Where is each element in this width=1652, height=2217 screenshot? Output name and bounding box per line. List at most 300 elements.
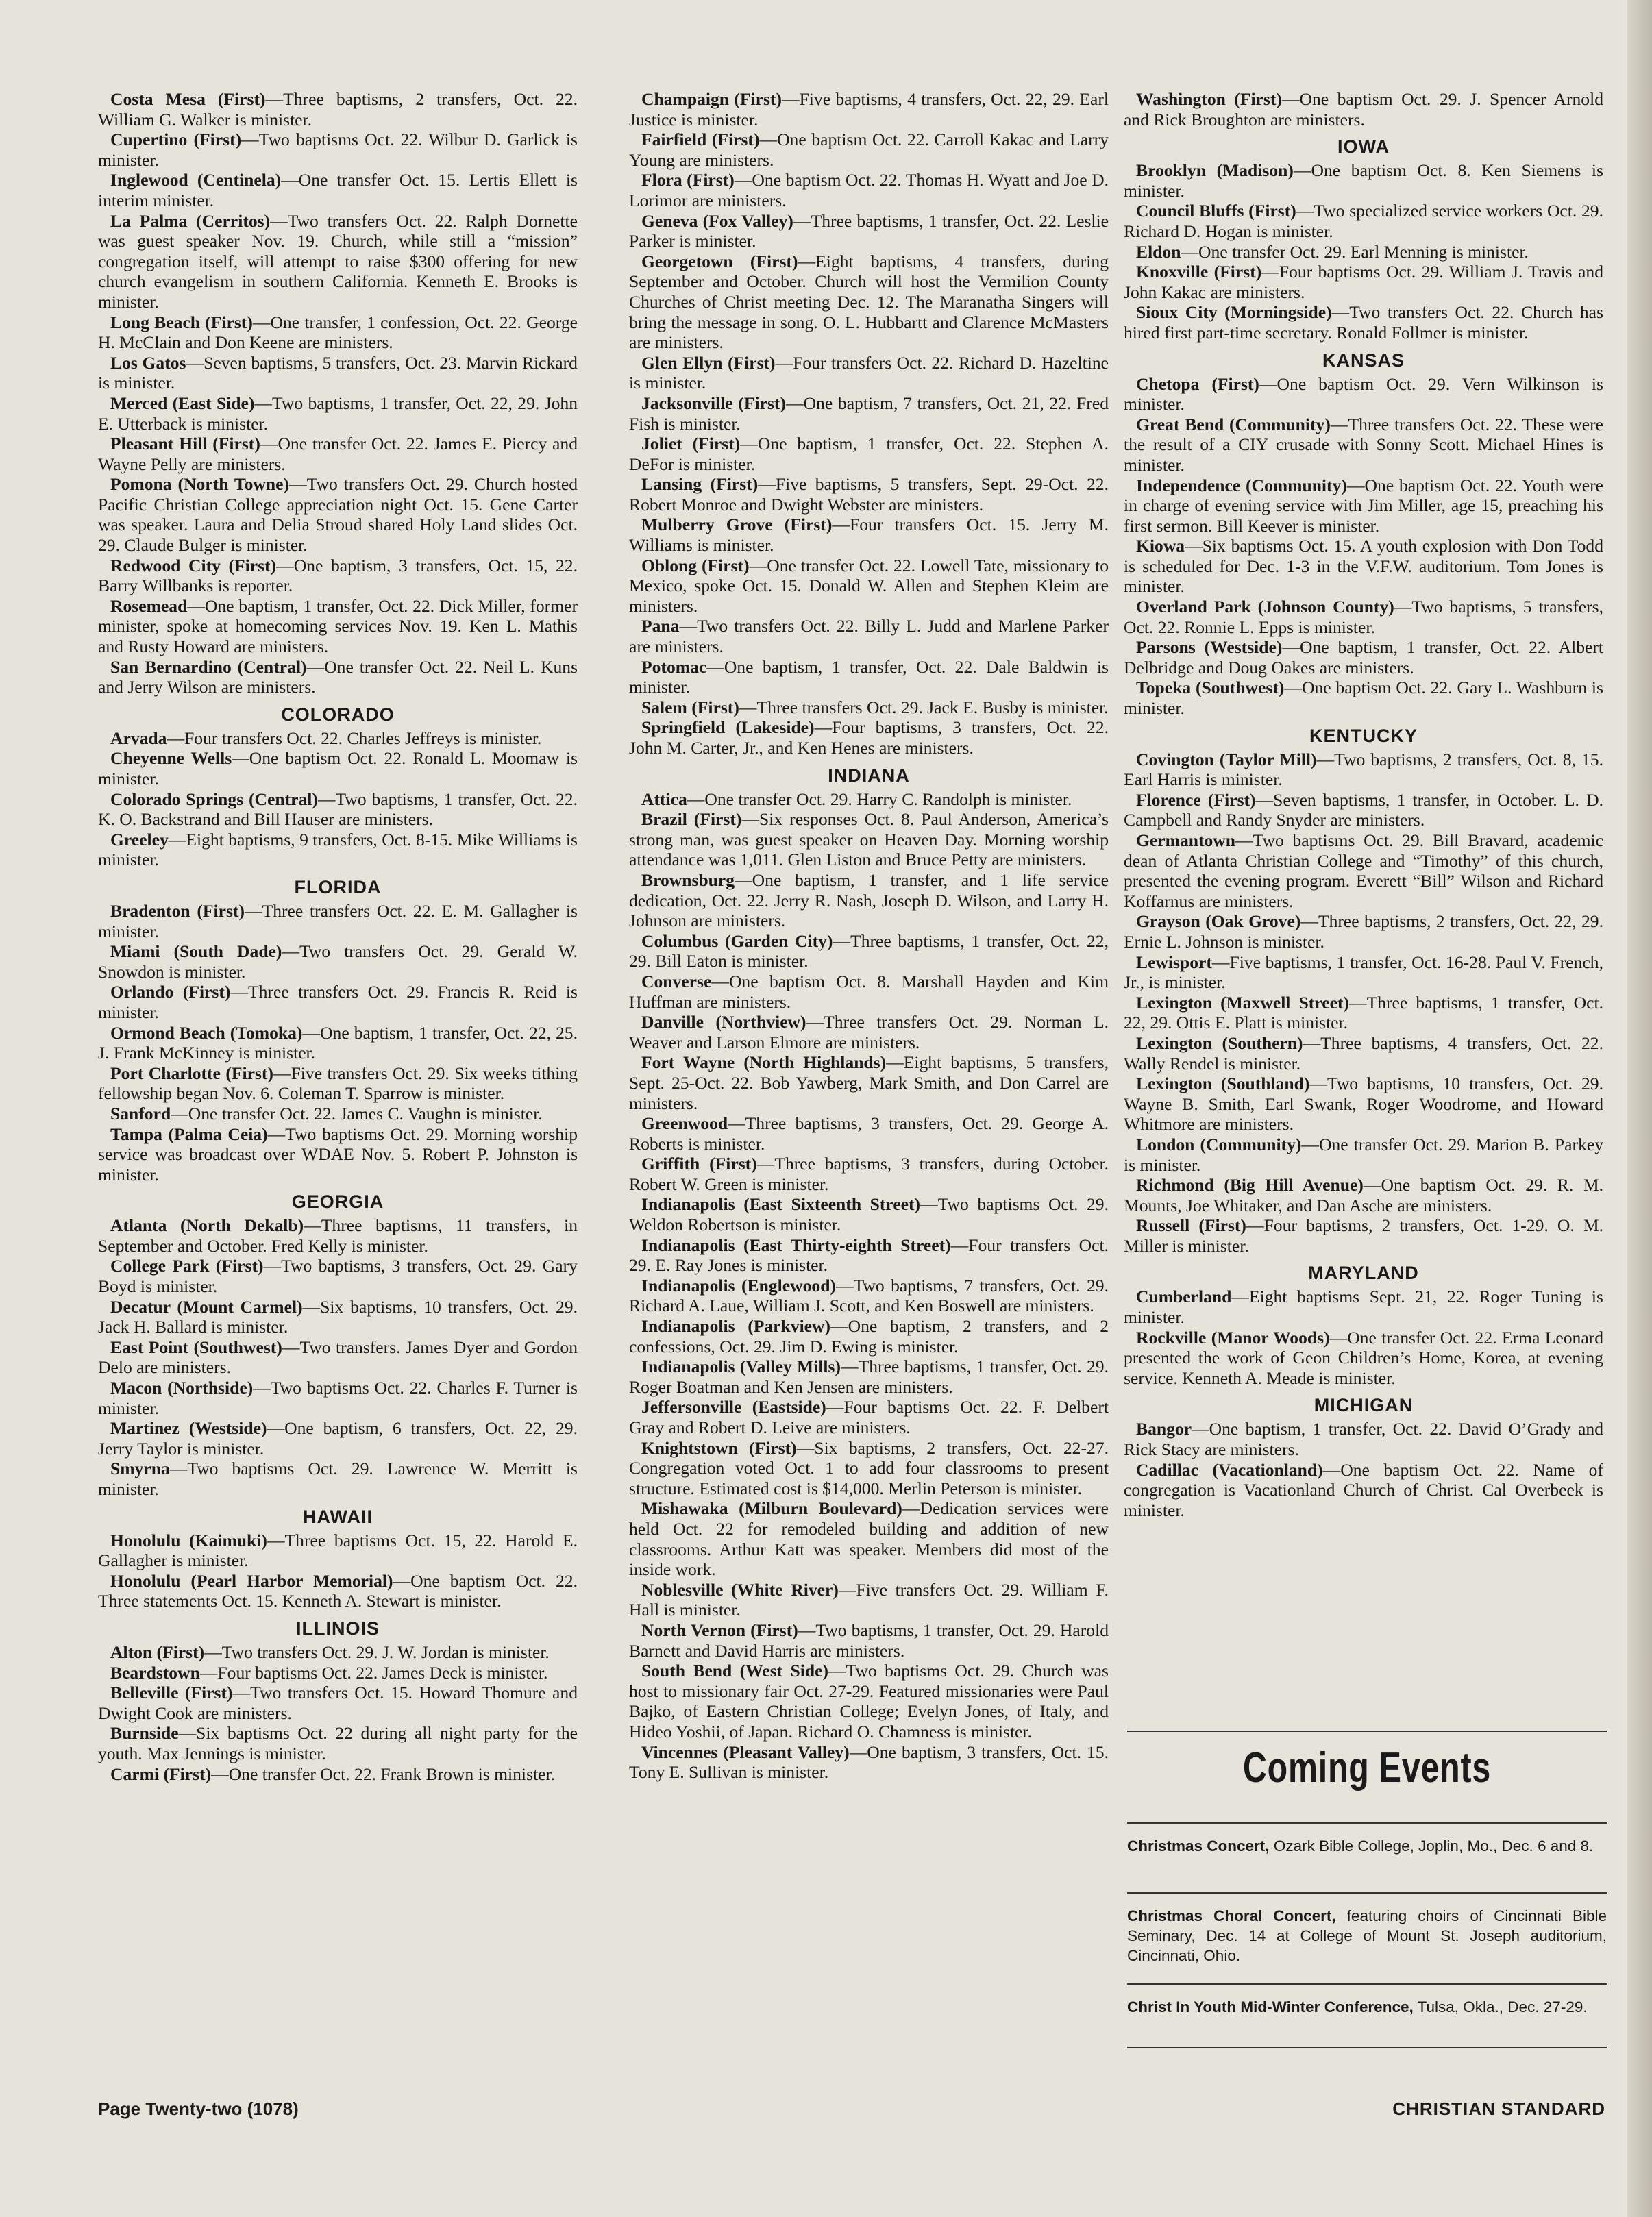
report-text: —Two baptisms Oct. 29. Bill Bravard, academic dean of Atlanta Christian College and “Timothy” of this church, presented the evening program. Everett “Bill” Wilson and Richard Koffarnus are ministers. <box>1124 830 1603 911</box>
church-report <box>98 1378 578 1418</box>
church-report <box>98 657 578 697</box>
report-text: —Five transfers Oct. 29. Six weeks tithing fellowship began Nov. 6. Coleman T. Sparrow is minister. <box>98 1063 578 1104</box>
report-text: —Four baptisms, 2 transfers, Oct. 1-29. O. M. Miller is minister. <box>1124 1215 1603 1256</box>
church-name: Rosemead <box>110 595 188 616</box>
divider-rule <box>1127 1892 1607 1894</box>
church-name: San Bernardino (Central) <box>110 656 307 677</box>
church-name: Overland Park (Johnson County) <box>1136 597 1394 617</box>
report-text: —Six baptisms Oct. 22 during all night party for the youth. Max Jennings is minister. <box>98 1723 578 1763</box>
church-report <box>1124 637 1603 678</box>
church-name: Champaign (First) <box>641 89 782 109</box>
church-report <box>1124 1328 1603 1389</box>
church-report <box>629 515 1109 555</box>
report-text: —One baptism, 1 transfer, Oct. 22. Albert Delbridge and Doug Oakes are ministers. <box>1124 637 1604 678</box>
report-text: —Two baptisms, 1 transfer, Oct. 22. K. O. Backstrand and Bill Hauser are ministers. <box>98 789 578 830</box>
church-name: Georgetown (First) <box>641 251 798 271</box>
report-text: —One transfer Oct. 22. Frank Brown is minister. <box>211 1763 555 1784</box>
report-text: —Four transfers Oct. 22. Richard D. Hazeltine is minister. <box>629 352 1109 393</box>
church-name: Merced (East Side) <box>110 393 255 413</box>
church-name: Brownsburg <box>641 869 735 890</box>
church-name: Grayson (Oak Grove) <box>1136 911 1301 932</box>
church-report <box>1124 302 1603 343</box>
church-name: Long Beach (First) <box>110 312 253 332</box>
report-text: —Two transfers Oct. 22. Ralph Dornette was guest speaker Nov. 19. Church, while still a “mission” congregation itself, will attempt to raise $300 offering for new church evangelism in southern California. Kenneth E. Brooks is minister. <box>98 210 578 312</box>
church-name: Lexington (Southland) <box>1136 1074 1310 1094</box>
church-name: Knightstown (First) <box>641 1437 797 1458</box>
church-name: Eldon <box>1136 241 1181 262</box>
church-report <box>1124 911 1603 952</box>
church-report <box>629 1661 1109 1742</box>
church-report <box>98 748 578 789</box>
page-number: Page Twenty-two (1078) <box>98 2098 299 2119</box>
church-name: Germantown <box>1136 830 1236 850</box>
report-text: —Three transfers Oct. 22. These were the result of a CIY crusade with Sonny Scott. Michael Hines is minister. <box>1124 414 1604 475</box>
state-heading: FLORIDA <box>294 876 382 897</box>
church-report <box>629 1397 1109 1437</box>
report-text: —Four baptisms, 3 transfers, Oct. 22. John M. Carter, Jr., and Ken Henes are ministers. <box>629 717 1109 758</box>
church-report <box>629 931 1109 971</box>
report-text: —One baptism, 1 transfer, Oct. 22. Dick Miller, former minister, spoke at homecoming services Nov. 19. Ken L. Mathis and Rusty Howard are ministers. <box>98 595 578 657</box>
church-name: London (Community) <box>1136 1134 1302 1154</box>
report-text: —One transfer Oct. 22. Lowell Tate, missionary to Mexico, spoke Oct. 15. Donald W. Allen and Stephen Kleim are ministers. <box>629 555 1109 616</box>
church-report <box>98 982 578 1022</box>
report-text: —Four transfers Oct. 29. E. Ray Jones is minister. <box>629 1235 1109 1276</box>
church-name: Alton (First) <box>110 1642 205 1662</box>
report-text: —Two baptisms, 1 transfer, Oct. 29. Harold Barnett and David Harris are ministers. <box>629 1620 1109 1661</box>
column-2 <box>629 89 1109 1783</box>
church-report <box>1124 262 1603 302</box>
church-name: College Park (First) <box>110 1256 264 1276</box>
church-report <box>629 1052 1109 1113</box>
church-report <box>98 1215 578 1256</box>
church-report <box>98 1297 578 1337</box>
church-report <box>629 1498 1109 1579</box>
report-text: —One transfer Oct. 29. Marion B. Parkey is minister. <box>1124 1134 1603 1175</box>
church-report <box>98 1104 578 1124</box>
church-name: Atlanta (North Dekalb) <box>110 1215 304 1236</box>
church-report <box>629 89 1109 129</box>
church-name: Flora (First) <box>641 170 735 190</box>
church-name: Macon (Northside) <box>110 1378 254 1398</box>
event-text: Ozark Bible College, Joplin, Mo., Dec. 6 and 8. <box>1269 1837 1594 1855</box>
church-report <box>1124 1419 1603 1459</box>
church-report <box>629 1357 1109 1397</box>
church-report <box>1124 160 1603 201</box>
report-text: —One baptism, 3 transfers, Oct. 15. Tony E. Sullivan is minister. <box>629 1742 1109 1783</box>
church-name: Lexington (Southern) <box>1136 1032 1303 1053</box>
church-report <box>98 353 578 393</box>
divider-rule <box>1127 2047 1607 2048</box>
report-text: —Seven baptisms, 1 transfer, in October. L. D. Campbell and Randy Snyder are ministers. <box>1124 789 1603 830</box>
report-text: —Two baptisms Oct. 29. Church was host to missionary fair Oct. 27-29. Featured missionaries were Paul Bajko, of Eastern Christian College; Evelyn Jones, of Italy, and Hideo Yoshii, of Japan. Richard O. Chamness is minister. <box>629 1661 1109 1742</box>
church-name: Cadillac (Vacationland) <box>1136 1459 1323 1480</box>
report-text: —Three baptisms, 3 transfers, during October. Robert W. Green is minister. <box>629 1154 1109 1194</box>
report-text: —Two baptisms, 5 transfers, Oct. 22. Ronnie L. Epps is minister. <box>1124 597 1603 637</box>
church-name: Vincennes (Pleasant Valley) <box>641 1742 850 1762</box>
church-report <box>98 830 578 870</box>
church-name: Colorado Springs (Central) <box>110 789 318 809</box>
church-report <box>98 1418 578 1459</box>
report-text: —Two baptisms Oct. 29. Morning worship service was broadcast over WDAE Nov. 5. Robert P. Johnston is minister. <box>98 1124 578 1185</box>
church-name: Cumberland <box>1136 1287 1232 1307</box>
publication-name: CHRISTIAN STANDARD <box>1392 2098 1605 2119</box>
report-text: —Two transfers Oct. 29. J. W. Jordan is minister. <box>204 1642 550 1662</box>
report-text: —One baptism Oct. 29. Vern Wilkinson is minister. <box>1124 373 1603 414</box>
report-text: —One baptism Oct. 22. Three statements Oct. 15. Kenneth A. Stewart is minister. <box>98 1570 578 1611</box>
church-report <box>98 596 578 657</box>
report-text: —Four transfers Oct. 22. Charles Jeffreys is minister. <box>167 728 542 748</box>
church-name: Honolulu (Pearl Harbor Memorial) <box>110 1570 393 1591</box>
church-name: Orlando (First) <box>110 982 231 1002</box>
divider-rule <box>1127 1983 1607 1985</box>
report-text: —One baptism, 1 transfer, Oct. 22. David O’Grady and Rick Stacy are ministers. <box>1124 1419 1603 1460</box>
church-report <box>98 941 578 982</box>
church-report <box>98 1642 578 1663</box>
report-text: —Six baptisms Oct. 15. A youth explosion with Don Todd is scheduled for Dec. 1-3 in the V.F.W. auditorium. Tom Jones is minister. <box>1124 536 1603 597</box>
report-text: —Three baptisms, 4 transfers, Oct. 22. Wally Rendel is minister. <box>1124 1032 1604 1074</box>
church-name: Council Bluffs (First) <box>1136 201 1296 221</box>
church-report <box>98 1571 578 1611</box>
church-report <box>1124 1074 1603 1135</box>
report-text: —Three baptisms, 1 transfer, Oct. 29. Roger Boatman and Ken Jensen are ministers. <box>629 1357 1109 1397</box>
church-name: Richmond (Big Hill Avenue) <box>1136 1175 1364 1196</box>
event-item <box>1127 1906 1607 1966</box>
church-name: Topeka (Southwest) <box>1136 678 1285 698</box>
state-heading: MARYLAND <box>1308 1263 1419 1284</box>
event-item <box>1127 1836 1607 1856</box>
church-report <box>98 1683 578 1723</box>
state-heading: KENTUCKY <box>1309 725 1418 746</box>
state-heading: COLORADO <box>281 704 395 725</box>
report-text: —One transfer, 1 confession, Oct. 22. George H. McClain and Don Keene are ministers. <box>98 312 578 353</box>
event-text: Tulsa, Okla., Dec. 27-29. <box>1413 1998 1588 2016</box>
church-report <box>1124 1135 1603 1175</box>
report-text: —Four baptisms Oct. 22. F. Delbert Gray and Robert D. Leive are ministers. <box>629 1397 1109 1437</box>
report-text: —Two transfers Oct. 15. Howard Thomure and Dwight Cook are ministers. <box>98 1683 578 1723</box>
report-text: —Five baptisms, 5 transfers, Sept. 29-Oct. 22. Robert Monroe and Dwight Webster are ministers. <box>629 474 1109 515</box>
report-text: —Eight baptisms, 5 transfers, Sept. 25-Oct. 22. Bob Yawberg, Mark Smith, and Don Carrel are ministers. <box>629 1052 1109 1113</box>
event-name: Christmas Concert, <box>1127 1837 1270 1855</box>
report-text: —Three baptisms, 3 transfers, Oct. 29. George A. Roberts is minister. <box>629 1113 1109 1154</box>
church-name: Brooklyn (Madison) <box>1136 160 1294 181</box>
report-text: —Three baptisms Oct. 15, 22. Harold E. Gallagher is minister. <box>98 1530 578 1571</box>
church-name: East Point (Southwest) <box>110 1337 282 1357</box>
report-text: —Two transfers Oct. 22. Billy L. Judd and Marlene Parker are ministers. <box>629 616 1109 657</box>
report-text: —One baptism, 7 transfers, Oct. 21, 22. Fred Fish is minister. <box>629 393 1109 434</box>
church-report <box>1124 678 1603 718</box>
church-report <box>98 1124 578 1185</box>
church-report <box>629 657 1109 697</box>
church-name: Knoxville (First) <box>1136 262 1262 282</box>
church-report <box>629 1235 1109 1276</box>
church-name: Parsons (Westside) <box>1136 637 1283 658</box>
church-report <box>98 1337 578 1378</box>
church-report <box>1124 993 1603 1033</box>
church-report <box>98 1256 578 1296</box>
church-name: Indianapolis (East Thirty-eighth Street) <box>641 1235 951 1255</box>
church-name: Inglewood (Centinela) <box>110 170 282 190</box>
report-text: —Three baptisms, 11 transfers, in September and October. Fred Kelly is minister. <box>98 1215 578 1256</box>
report-text: —One baptism Oct. 22. Gary L. Washburn is minister. <box>1124 678 1603 719</box>
church-name: Honolulu (Kaimuki) <box>110 1530 267 1550</box>
church-report <box>98 789 578 830</box>
state-heading: HAWAII <box>302 1506 373 1527</box>
church-report <box>629 717 1109 758</box>
church-name: Mishawaka (Milburn Boulevard) <box>641 1498 902 1519</box>
church-report <box>1124 536 1603 597</box>
report-text: —One transfer Oct. 22. James E. Piercy and Wayne Pelly are ministers. <box>98 434 578 474</box>
church-report <box>1124 1175 1603 1215</box>
report-text: —One baptism Oct. 29. R. M. Mounts, Joe Whitaker, and Dan Asche are ministers. <box>1124 1175 1603 1215</box>
report-text: —One baptism Oct. 22. Ronald L. Moomaw is minister. <box>98 748 578 789</box>
divider-rule <box>1127 1822 1607 1824</box>
church-name: Tampa (Palma Ceia) <box>110 1124 268 1144</box>
report-text: —Two baptisms, 3 transfers, Oct. 29. Gary Boyd is minister. <box>98 1256 578 1297</box>
church-name: Kiowa <box>1136 536 1185 556</box>
report-text: —Two transfers Oct. 22. Church has hired first part-time secretary. Ronald Follmer is minister. <box>1124 302 1603 343</box>
church-report <box>98 170 578 210</box>
church-name: Redwood City (First) <box>110 555 277 575</box>
report-text: —One baptism, 2 transfers, and 2 confessions, Oct. 29. Jim D. Ewing is minister. <box>629 1316 1109 1357</box>
report-text: —Six baptisms, 2 transfers, Oct. 22-27. Congregation voted Oct. 1 to add four classrooms to present structure. Estimated cost is $14,000. Merlin Peterson is minister. <box>629 1437 1109 1498</box>
report-text: —Three transfers Oct. 29. Norman L. Weaver and Larson Elmore are ministers. <box>629 1012 1109 1052</box>
church-report <box>629 870 1109 931</box>
church-report <box>629 1194 1109 1235</box>
church-name: Noblesville (White River) <box>641 1579 839 1600</box>
report-text: —One transfer Oct. 29. Harry C. Randolph is minister. <box>687 789 1072 809</box>
church-name: Great Bend (Community) <box>1136 414 1331 434</box>
church-report <box>629 353 1109 393</box>
church-name: Jeffersonville (Eastside) <box>641 1397 826 1417</box>
church-report <box>1124 374 1603 414</box>
church-report <box>98 1663 578 1683</box>
report-text: —One baptism, 1 transfer, Oct. 22. Dale Baldwin is minister. <box>629 656 1109 697</box>
report-text: —Six responses Oct. 8. Paul Anderson, America’s strong man, was guest speaker on Heaven Day. Morning worship attendance was 1,011. Glen Liston and Bruce Petty are ministers. <box>629 809 1109 870</box>
church-name: Griffith (First) <box>641 1154 757 1174</box>
church-name: Arvada <box>110 728 167 748</box>
church-report <box>98 1764 578 1785</box>
church-report <box>629 971 1109 1012</box>
church-report <box>1124 1215 1603 1256</box>
church-name: Indianapolis (Englewood) <box>641 1275 836 1296</box>
report-text: —Two transfers Oct. 29. Church hosted Pacific Christian College appreciation night Oct. 15. Gene Carter was speaker. Laura and Delia Stroud shared Holy Land slides Oct. 29. Claude Bulger is minister. <box>98 474 578 556</box>
report-text: —Three transfers Oct. 29. Francis R. Reid is minister. <box>98 982 578 1022</box>
church-name: Lansing (First) <box>641 474 759 495</box>
church-report <box>629 170 1109 210</box>
church-name: Brazil (First) <box>641 809 742 830</box>
report-text: —One baptism Oct. 8. Ken Siemens is minister. <box>1124 160 1604 201</box>
report-text: —One baptism Oct. 22. Thomas H. Wyatt and Joe D. Lorimor are ministers. <box>629 170 1109 210</box>
church-name: Independence (Community) <box>1136 475 1347 495</box>
church-report <box>629 1012 1109 1052</box>
report-text: —Three baptisms, 1 transfer, Oct. 22, 29. Bill Eaton is minister. <box>629 930 1109 971</box>
church-report <box>629 129 1109 170</box>
church-name: Sanford <box>110 1103 171 1124</box>
church-name: Danville (Northview) <box>641 1012 806 1032</box>
church-name: Geneva (Fox Valley) <box>641 210 793 231</box>
report-text: —Two baptisms Oct. 29. Weldon Robertson is minister. <box>629 1194 1109 1235</box>
report-text: —One baptism Oct. 8. Marshall Hayden and Kim Huffman are ministers. <box>629 971 1109 1012</box>
state-heading: KANSAS <box>1322 349 1405 371</box>
church-report <box>1124 1033 1603 1074</box>
church-name: Columbus (Garden City) <box>641 930 833 951</box>
report-text: —One baptism Oct. 29. J. Spencer Arnold and Rick Broughton are ministers. <box>1124 89 1603 129</box>
church-name: Washington (First) <box>1136 89 1282 109</box>
church-name: Indianapolis (East Sixteenth Street) <box>641 1194 921 1215</box>
church-name: Smyrna <box>110 1459 170 1479</box>
church-name: Belleville (First) <box>110 1683 233 1703</box>
church-name: Pana <box>641 616 680 636</box>
church-name: North Vernon (First) <box>641 1620 798 1640</box>
report-text: —One baptism, 1 transfer, Oct. 22, 25. J. Frank McKinney is minister. <box>98 1022 578 1063</box>
church-report <box>98 312 578 353</box>
report-text: —Eight baptisms Sept. 21, 22. Roger Tuning is minister. <box>1124 1287 1603 1328</box>
church-report <box>98 728 578 749</box>
church-report <box>1124 201 1603 241</box>
church-report <box>629 1742 1109 1783</box>
report-text: —Three baptisms, 2 transfers, Oct. 22. William G. Walker is minister. <box>98 89 578 129</box>
church-report <box>629 393 1109 434</box>
church-report <box>629 616 1109 656</box>
event-item <box>1127 1997 1607 2017</box>
divider-rule <box>1127 1731 1607 1732</box>
church-name: Burnside <box>110 1723 179 1744</box>
church-name: Decatur (Mount Carmel) <box>110 1296 303 1317</box>
church-report <box>98 901 578 941</box>
church-report <box>98 129 578 170</box>
report-text: —Two specialized service workers Oct. 29. Richard D. Hogan is minister. <box>1124 201 1603 241</box>
page-gutter-shadow <box>1627 0 1652 2217</box>
report-text: —Two baptisms, 7 transfers, Oct. 29. Richard A. Laue, William J. Scott, and Ken Boswell are ministers. <box>629 1275 1109 1316</box>
report-text: —Eight baptisms, 9 transfers, Oct. 8-15. Mike Williams is minister. <box>98 829 578 870</box>
church-name: Pleasant Hill (First) <box>110 434 260 454</box>
church-report <box>98 1531 578 1571</box>
event-name: Christmas Choral Concert, <box>1127 1907 1336 1924</box>
report-text: —Three transfers Oct. 29. Jack E. Busby is minister. <box>739 697 1109 717</box>
church-report <box>629 1438 1109 1499</box>
church-report <box>1124 1460 1603 1521</box>
church-report <box>1124 790 1603 830</box>
church-report <box>1124 414 1603 475</box>
report-text: —One baptism Oct. 22. Carroll Kakac and Larry Young are ministers. <box>629 129 1109 170</box>
church-name: Ormond Beach (Tomoka) <box>110 1022 303 1043</box>
church-name: Joliet (First) <box>641 434 741 454</box>
church-name: Miami (South Dade) <box>110 941 282 962</box>
church-name: Bradenton (First) <box>110 900 245 921</box>
church-report <box>98 474 578 555</box>
coming-events-title: Coming Events <box>1242 1744 1492 1792</box>
report-text: —Eight baptisms, 4 transfers, during September and October. Church will host the Vermilion County Churches of Christ meeting Dec. 12. The Maranatha Singers will bring the message in song. O. L. Hubbartt and Clarence McMasters are ministers. <box>629 251 1109 353</box>
state-heading: GEORGIA <box>291 1191 384 1213</box>
church-name: Greenwood <box>641 1113 728 1134</box>
church-report <box>1124 750 1603 790</box>
church-name: Bangor <box>1136 1419 1192 1439</box>
church-report <box>1124 597 1603 637</box>
state-heading: ILLINOIS <box>296 1618 380 1639</box>
church-name: Chetopa (First) <box>1136 373 1259 394</box>
church-report <box>98 89 578 129</box>
church-name: Fort Wayne (North Highlands) <box>641 1052 887 1073</box>
church-name: La Palma (Cerritos) <box>110 210 271 231</box>
church-report <box>98 1723 578 1763</box>
church-report <box>629 697 1109 718</box>
church-name: Jacksonville (First) <box>641 393 786 413</box>
church-name: Springfield (Lakeside) <box>641 717 815 738</box>
report-text: —Two baptisms Oct. 22. Charles F. Turner is minister. <box>98 1378 578 1418</box>
church-report <box>629 211 1109 251</box>
church-name: South Bend (West Side) <box>641 1661 828 1681</box>
report-text: —Seven baptisms, 5 transfers, Oct. 23. Marvin Rickard is minister. <box>98 352 578 393</box>
report-text: —Two baptisms Oct. 29. Lawrence W. Merritt is minister. <box>98 1459 578 1499</box>
church-report <box>629 434 1109 474</box>
church-report <box>629 809 1109 870</box>
church-report <box>98 1459 578 1499</box>
event-text: featuring choirs of Cincinnati Bible Seminary, Dec. 14 at College of Mount St. Joseph auditorium, Cincinnati, Ohio. <box>1127 1907 1607 1964</box>
report-text: —Two baptisms Oct. 22. Wilbur D. Garlick is minister. <box>98 129 578 170</box>
church-report <box>1124 1287 1603 1327</box>
church-report <box>1124 89 1603 129</box>
report-text: —Six baptisms, 10 transfers, Oct. 29. Jack H. Ballard is minister. <box>98 1296 578 1337</box>
church-report <box>1124 952 1603 993</box>
report-text: —Two baptisms, 2 transfers, Oct. 8, 15. Earl Harris is minister. <box>1124 749 1603 790</box>
church-name: Los Gatos <box>110 352 186 373</box>
church-name: Converse <box>641 971 712 991</box>
church-name: Fairfield (First) <box>641 129 760 150</box>
column-1 <box>98 89 578 1784</box>
report-text: —Three baptisms, 1 transfer, Oct. 22, 29. Ottis E. Platt is minister. <box>1124 992 1603 1033</box>
church-name: Lexington (Maxwell Street) <box>1136 992 1349 1013</box>
report-text: —Four transfers Oct. 15. Jerry M. Williams is minister. <box>629 515 1109 556</box>
church-report <box>629 1276 1109 1316</box>
report-text: —One baptism, 3 transfers, Oct. 15, 22. Barry Willbanks is reporter. <box>98 555 578 596</box>
report-text: —Three baptisms, 1 transfer, Oct. 22. Leslie Parker is minister. <box>629 210 1109 251</box>
church-report <box>98 393 578 434</box>
report-text: —Two transfers Oct. 29. Gerald W. Snowdon is minister. <box>98 941 578 982</box>
report-text: —One baptism, 1 transfer, Oct. 22. Stephen A. DeFor is minister. <box>629 434 1109 474</box>
report-text: —One baptism Oct. 22. Name of congregation is Vacationland Church of Christ. Cal Overbeek is minister. <box>1124 1459 1603 1520</box>
church-name: Port Charlotte (First) <box>110 1063 273 1083</box>
church-report <box>629 474 1109 515</box>
report-text: —One baptism, 1 transfer, and 1 life service dedication, Oct. 22. Jerry R. Nash, Joseph D. Wilson, and Larry H. Johnson are ministers. <box>629 869 1109 931</box>
church-report <box>98 211 578 312</box>
church-report <box>629 556 1109 617</box>
church-name: Potomac <box>641 656 707 677</box>
church-name: Pomona (North Towne) <box>110 474 290 495</box>
report-text: —Three baptisms, 2 transfers, Oct. 22, 29. Ernie L. Johnson is minister. <box>1124 911 1603 952</box>
church-report <box>629 1580 1109 1620</box>
report-text: —Three transfers Oct. 22. E. M. Gallagher is minister. <box>98 900 578 941</box>
church-name: Martinez (Westside) <box>110 1418 267 1439</box>
church-name: Cupertino (First) <box>110 129 242 150</box>
church-name: Indianapolis (Valley Mills) <box>641 1357 841 1377</box>
church-report <box>98 1063 578 1104</box>
report-text: —Two baptisms, 1 transfer, Oct. 22, 29. John E. Utterback is minister. <box>98 393 578 434</box>
report-text: —One baptism, 6 transfers, Oct. 22, 29. Jerry Taylor is minister. <box>98 1418 578 1459</box>
report-text: —Two transfers. James Dyer and Gordon Delo are ministers. <box>98 1337 578 1378</box>
column-3 <box>1124 89 1603 1520</box>
church-name: Lewisport <box>1136 952 1212 972</box>
report-text: —One transfer Oct. 22. Neil L. Kuns and Jerry Wilson are ministers. <box>98 656 578 697</box>
church-report <box>1124 242 1603 262</box>
report-text: —One transfer Oct. 22. Erma Leonard presented the work of Geon Children’s Home, Korea, at evening service. Kenneth A. Meade is minister. <box>1124 1327 1603 1388</box>
church-name: Carmi (First) <box>110 1763 212 1784</box>
church-name: Costa Mesa (First) <box>110 89 266 109</box>
church-name: Glen Ellyn (First) <box>641 352 776 373</box>
state-heading: MICHIGAN <box>1314 1395 1414 1416</box>
church-report <box>629 1620 1109 1661</box>
church-report <box>629 1316 1109 1357</box>
church-name: Oblong (First) <box>641 555 750 575</box>
